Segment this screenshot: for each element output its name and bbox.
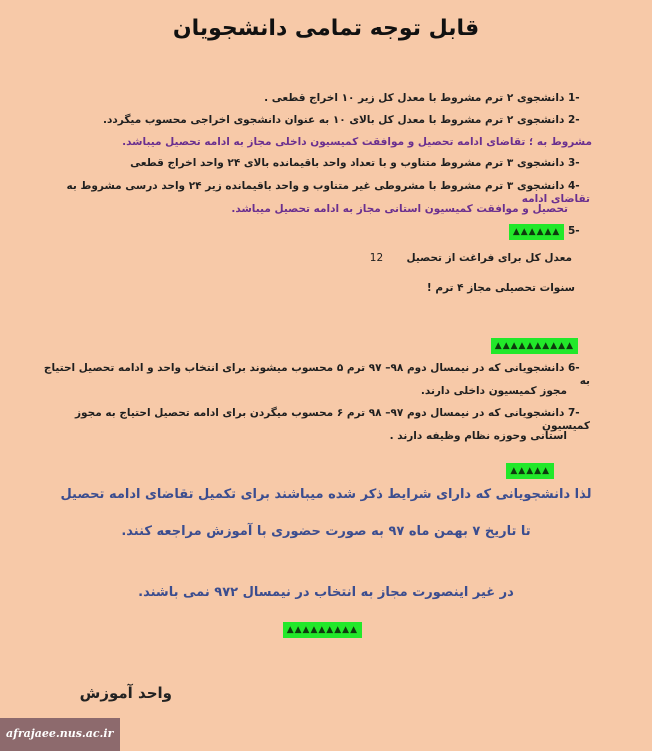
item-number: 4- (568, 180, 580, 192)
graduation-average-note (370, 252, 572, 264)
item-continuation: مجوز کمیسیون داخلی دارند. (420, 385, 567, 397)
grad-value: 12 (369, 252, 384, 264)
item-continuation: تحصیل و موافقت کمیسیون استانی مجاز به ادامه تحصیل میباشد. (231, 203, 568, 215)
announcement-line-2: تا تاریخ ۷ بهمن ماه ۹۷ به صورت حضوری با آموزش مراجعه کنند. (121, 524, 531, 539)
item-text: دانشجویانی که در نیمسال دوم ۹۷– ۹۸ ترم ۶ محسوب میگردن برای ادامه تحصیل احتیاج به مجوز کمیسیون (75, 407, 590, 432)
item-number: 7- (568, 407, 580, 419)
highlight-bar-1 (491, 333, 578, 354)
highlight-bar-2 (506, 458, 554, 479)
highlight-bar: ▲▲▲▲▲▲ (509, 224, 565, 240)
item-number: 2- (568, 114, 580, 126)
item-number: 5- (568, 225, 580, 237)
announcement-line-1: لذا دانشجویانی که دارای شرایط ذکر شده میباشند برای تکمیل تقاضای ادامه تحصیل (60, 487, 592, 502)
item-text: دانشجوی ۲ ترم مشروط با معدل کل بالای ۱۰ به عنوان دانشجوی اخراجی محسوب میگردد. (103, 114, 565, 126)
item-text: دانشجوی ۳ ترم مشروط با مشروطی غیر متناوب و واحد باقیمانده زیر ۲۴ واحد درسی مشروط به (66, 180, 565, 192)
list-item (30, 157, 590, 170)
grad-label: معدل کل برای فراغت از تحصیل (406, 252, 572, 264)
signature: واحد آموزش (79, 684, 172, 702)
item-number: 3- (568, 157, 580, 169)
allowed-years-note: سنوات تحصیلی مجاز ۴ ترم ! (426, 282, 575, 294)
page-title: قابل توجه تمامی دانشجویان (172, 16, 480, 41)
highlight-bar-text: ▲▲▲▲▲ (506, 463, 554, 479)
item-continuation: مشروط به ؛ تقاضای ادامه تحصیل و موافقت کمیسیون داخلی مجاز به ادامه تحصیل میباشد. (122, 136, 592, 148)
item-text-highlight: تقاضای ادامه (521, 193, 590, 205)
footer-url[interactable]: afrajaee.nus.ac.ir (6, 727, 114, 740)
highlight-bar-text: ▲▲▲▲▲▲▲▲▲ (283, 622, 362, 638)
item-text: دانشجوی ۳ ترم مشروط متناوب و با تعداد واحد باقیمانده بالای ۲۴ واحد اخراج قطعی (130, 157, 565, 169)
list-item (30, 114, 590, 127)
item-continuation: استانی وحوزه نظام وظیفه دارند . (389, 430, 567, 442)
list-item (30, 224, 590, 240)
announcement-line-3: در غیر اینصورت مجاز به انتخاب در نیمسال ۹۷۲ نمی باشند. (138, 585, 514, 600)
item-text: دانشجویانی که در نیمسال دوم ۹۸– ۹۷ ترم ۵ محسوب میشوند برای انتخاب واحد و ادامه تحصیل احتیاج به (43, 362, 590, 387)
item-number: 1- (568, 92, 580, 104)
item-number: 6- (568, 362, 580, 374)
item-text: دانشجوی ۲ ترم مشروط با معدل کل زیر ۱۰ اخراج قطعی . (264, 92, 565, 104)
highlight-bar-3 (283, 617, 362, 638)
highlight-bar-text: ▲▲▲▲▲▲▲▲▲▲ (491, 338, 578, 354)
list-item (30, 92, 590, 105)
